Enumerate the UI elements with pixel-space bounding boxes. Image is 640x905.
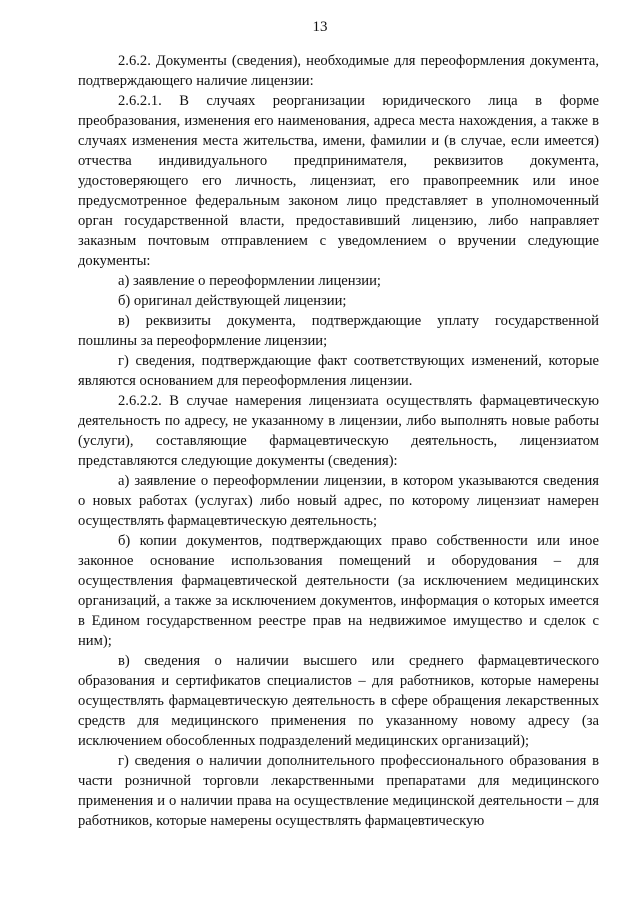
document-body — [78, 51, 599, 831]
paragraph-2-6-2-2: 2.6.2.2. В случае намерения лицензиата осуществлять фармацевтическую деятельность по адресу, не указанному в лицензии, либо выполнять новые работы (услуги), составляющие фармацевтическую деятельность, лицензиатом представляются следующие документы (сведения): — [78, 393, 599, 469]
list-item-g: г) сведения, подтверждающие факт соответствующих изменений, которые являются основанием для переоформления лицензии. — [78, 353, 599, 389]
list-item-a-2: а) заявление о переоформлении лицензии, в котором указываются сведения о новых работах (услугах) либо новый адрес, по которому лицензиат намерен осуществлять фармацевтическую деятельность; — [78, 473, 599, 529]
paragraph-2-6-2: 2.6.2. Документы (сведения), необходимые для переоформления документа, подтверждающего наличие лицензии: — [78, 53, 599, 89]
page-number: 13 — [312, 19, 328, 35]
list-item-v: в) реквизиты документа, подтверждающие уплату государственной пошлины за переоформление лицензии; — [78, 313, 599, 349]
paragraph-2-6-2-1: 2.6.2.1. В случаях реорганизации юридического лица в форме преобразования, изменения его наименования, адреса места нахождения, а также в случаях изменения места жительства, имени, фамилии и (в случае, если имеется) отчества индивидуального предпринимателя, реквизитов документа, удостоверяющего его личность, лицензиат, его правопреемник или иное предусмотренное федеральным законом лицо представляет в уполномоченный орган государственной власти, предоставивший лицензию, либо направляет заказным почтовым отправлением с уведомлением о вручении следующие документы: — [78, 93, 599, 269]
list-item-a: а) заявление о переоформлении лицензии; — [118, 273, 381, 289]
list-item-v-2: в) сведения о наличии высшего или среднего фармацевтического образования и сертификатов специалистов – для работников, которые намерены осуществлять фармацевтическую деятельность в сфере обращения лекарственных средств для медицинского применения по указанному новому адресу (за исключением обособленных подразделений медицинских организаций); — [78, 653, 599, 749]
list-item-b-2: б) копии документов, подтверждающих право собственности или иное законное основание использования помещений и оборудования – для осуществления фармацевтической деятельности (за исключением медицинских организаций, а также за исключением документов, информация о которых имеется в Едином государственном реестре прав на недвижимое имущество и сделок с ним); — [78, 533, 599, 649]
list-item-b: б) оригинал действующей лицензии; — [118, 293, 347, 309]
list-item-g-2: г) сведения о наличии дополнительного профессионального образования в части розничной торговли лекарственными препаратами для медицинского применения и о наличии права на осуществление медицинской деятельности – для работников, которые намерены осуществлять фармацевтическую — [78, 753, 599, 829]
